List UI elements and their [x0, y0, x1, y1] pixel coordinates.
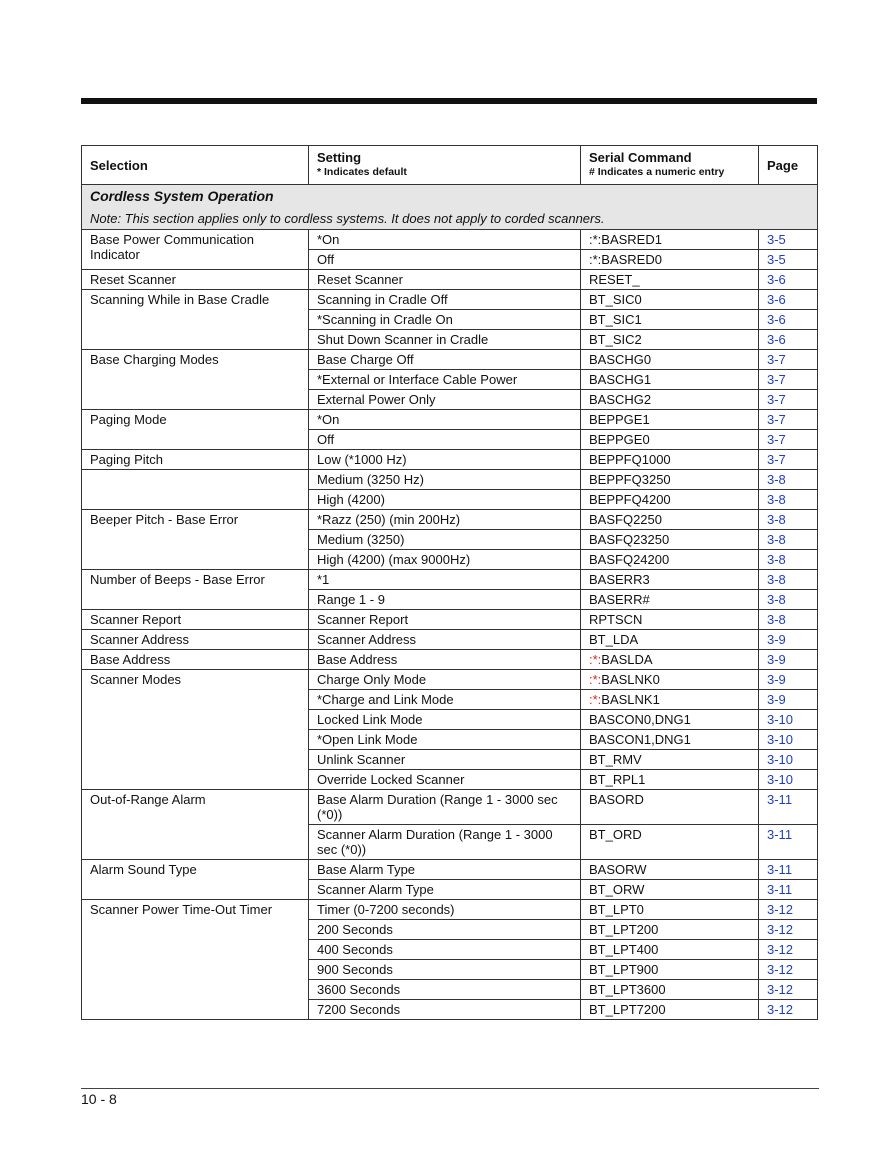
- page-cell: [759, 650, 818, 670]
- page-link[interactable]: 3-6: [767, 292, 786, 307]
- setting-cell: Scanner Alarm Type: [309, 880, 581, 900]
- setting-cell: 7200 Seconds: [309, 1000, 581, 1020]
- page-link[interactable]: 3-6: [767, 272, 786, 287]
- serial-numeric-note: # Indicates a numeric entry: [589, 166, 725, 178]
- setting-cell: Locked Link Mode: [309, 710, 581, 730]
- table-row: [82, 650, 818, 670]
- table-header-row: [82, 146, 818, 185]
- command-text: BT_SIC2: [589, 332, 642, 347]
- table-row: [82, 470, 818, 490]
- selection-cell: Base Address: [82, 650, 309, 670]
- command-prefix: :*:: [589, 692, 602, 707]
- setting-cell: External Power Only: [309, 390, 581, 410]
- command-text: BASLNK0: [601, 672, 660, 687]
- page-cell: [759, 920, 818, 940]
- page-link[interactable]: 3-10: [767, 732, 794, 747]
- serial-command-cell: [581, 310, 759, 330]
- col-header-serial-command: Serial Command # Indicates a numeric entry: [581, 146, 759, 185]
- serial-command-cell: [581, 920, 759, 940]
- page-number: 10 - 8: [81, 1091, 117, 1107]
- table-row: [82, 270, 818, 290]
- serial-command-cell: [581, 900, 759, 920]
- command-text: BT_LDA: [589, 632, 639, 647]
- table-row: [82, 570, 818, 590]
- page-cell: [759, 570, 818, 590]
- command-text: BT_SIC1: [589, 312, 642, 327]
- command-text: BASFQ23250: [589, 532, 670, 547]
- command-text: BT_LPT7200: [589, 1002, 666, 1017]
- page-link[interactable]: 3-8: [767, 532, 786, 547]
- page-cell: [759, 770, 818, 790]
- command-prefix: :*:: [589, 652, 602, 667]
- page-cell: [759, 690, 818, 710]
- setting-cell: *Charge and Link Mode: [309, 690, 581, 710]
- serial-command-cell: [581, 770, 759, 790]
- command-text: :*:BASRED0: [589, 252, 662, 267]
- setting-cell: Unlink Scanner: [309, 750, 581, 770]
- table-row: [82, 670, 818, 690]
- serial-command-cell: [581, 610, 759, 630]
- page-cell: [759, 490, 818, 510]
- serial-command-cell: [581, 450, 759, 470]
- serial-command-cell: [581, 270, 759, 290]
- serial-command-cell: [581, 490, 759, 510]
- selection-cell: Out-of-Range Alarm: [82, 790, 309, 860]
- command-text: BASCON0,DNG1: [589, 712, 691, 727]
- page-cell: [759, 710, 818, 730]
- serial-command-cell: [581, 370, 759, 390]
- page-link[interactable]: 3-10: [767, 752, 794, 767]
- serial-command-cell: [581, 330, 759, 350]
- serial-command-cell: [581, 510, 759, 530]
- setting-cell: Scanner Address: [309, 630, 581, 650]
- page-link[interactable]: 3-5: [767, 252, 786, 267]
- serial-command-table: [81, 145, 818, 1020]
- setting-cell: Off: [309, 250, 581, 270]
- serial-command-cell: [581, 630, 759, 650]
- serial-command-cell: [581, 690, 759, 710]
- setting-cell: Base Alarm Duration (Range 1 - 3000 sec (*0)): [309, 790, 581, 825]
- selection-cell: Beeper Pitch - Base Error: [82, 510, 309, 570]
- selection-cell: [82, 470, 309, 510]
- setting-cell: Medium (3250): [309, 530, 581, 550]
- page-link[interactable]: 3-12: [767, 902, 794, 917]
- page-cell: [759, 430, 818, 450]
- command-text: BASCON1,DNG1: [589, 732, 691, 747]
- selection-cell: Base Charging Modes: [82, 350, 309, 410]
- setting-cell: Reset Scanner: [309, 270, 581, 290]
- selection-cell: Scanner Report: [82, 610, 309, 630]
- serial-command-cell: [581, 430, 759, 450]
- serial-command-cell: [581, 710, 759, 730]
- command-text: :*:BASRED1: [589, 232, 662, 247]
- command-prefix: :*:: [589, 672, 602, 687]
- page-link[interactable]: 3-9: [767, 632, 786, 647]
- setting-cell: *On: [309, 410, 581, 430]
- page-cell: [759, 825, 818, 860]
- page-link[interactable]: 3-12: [767, 962, 794, 977]
- section-cell: [82, 185, 818, 230]
- page-link[interactable]: 3-11: [767, 862, 793, 877]
- setting-cell: Scanner Alarm Duration (Range 1 - 3000 sec (*0)): [309, 825, 581, 860]
- serial-command-cell: [581, 960, 759, 980]
- command-text: BT_LPT200: [589, 922, 659, 937]
- page-link[interactable]: 3-6: [767, 332, 786, 347]
- serial-command-cell: [581, 290, 759, 310]
- serial-command-cell: [581, 350, 759, 370]
- command-text: BASCHG2: [589, 392, 652, 407]
- page-cell: [759, 880, 818, 900]
- col-header-setting: Setting * Indicates default: [309, 146, 581, 185]
- command-text: BASFQ24200: [589, 552, 670, 567]
- page-link[interactable]: 3-12: [767, 982, 794, 997]
- page-cell: [759, 390, 818, 410]
- setting-cell: Timer (0-7200 seconds): [309, 900, 581, 920]
- selection-cell: Paging Pitch: [82, 450, 309, 470]
- selection-cell: Alarm Sound Type: [82, 860, 309, 900]
- serial-command-cell: [581, 250, 759, 270]
- page-link[interactable]: 3-7: [767, 372, 786, 387]
- page-cell: [759, 630, 818, 650]
- serial-command-cell: [581, 670, 759, 690]
- setting-cell: Shut Down Scanner in Cradle: [309, 330, 581, 350]
- command-text: BASCHG1: [589, 372, 652, 387]
- serial-command-cell: [581, 230, 759, 250]
- setting-default-note: * Indicates default: [317, 166, 407, 178]
- page-cell: [759, 960, 818, 980]
- serial-command-cell: [581, 880, 759, 900]
- page-link[interactable]: 3-9: [767, 672, 786, 687]
- table-row: [82, 860, 818, 880]
- table-row: [82, 290, 818, 310]
- command-text: BT_ORD: [589, 827, 642, 842]
- page-cell: [759, 330, 818, 350]
- setting-cell: 3600 Seconds: [309, 980, 581, 1000]
- setting-cell: Base Address: [309, 650, 581, 670]
- setting-cell: Scanning in Cradle Off: [309, 290, 581, 310]
- table-row: [82, 630, 818, 650]
- page-link[interactable]: 3-7: [767, 412, 786, 427]
- page-cell: [759, 230, 818, 250]
- page-link[interactable]: 3-11: [767, 792, 793, 807]
- command-text: BEPPGE0: [589, 432, 650, 447]
- setting-cell: *Open Link Mode: [309, 730, 581, 750]
- selection-cell: Paging Mode: [82, 410, 309, 450]
- page-link[interactable]: 3-8: [767, 512, 786, 527]
- page-cell: [759, 590, 818, 610]
- page-cell: [759, 250, 818, 270]
- page-cell: [759, 860, 818, 880]
- page-link[interactable]: 3-7: [767, 392, 786, 407]
- page-cell: [759, 730, 818, 750]
- command-text: BT_LPT3600: [589, 982, 666, 997]
- page-cell: [759, 450, 818, 470]
- table-row: [82, 510, 818, 530]
- page-cell: [759, 900, 818, 920]
- table-row: [82, 450, 818, 470]
- page-link[interactable]: 3-9: [767, 692, 786, 707]
- table-row: [82, 790, 818, 825]
- setting-cell: Off: [309, 430, 581, 450]
- command-text: BASERR3: [589, 572, 650, 587]
- command-text: BT_SIC0: [589, 292, 642, 307]
- serial-command-cell: [581, 980, 759, 1000]
- setting-cell: Scanner Report: [309, 610, 581, 630]
- page-cell: [759, 270, 818, 290]
- page-cell: [759, 790, 818, 825]
- serial-command-cell: [581, 790, 759, 825]
- page-cell: [759, 530, 818, 550]
- command-text: BASFQ2250: [589, 512, 662, 527]
- setting-cell: 900 Seconds: [309, 960, 581, 980]
- serial-command-cell: [581, 650, 759, 670]
- command-text: BASLDA: [601, 652, 653, 667]
- serial-command-cell: [581, 530, 759, 550]
- page-link[interactable]: 3-12: [767, 922, 794, 937]
- page-link[interactable]: 3-8: [767, 472, 786, 487]
- serial-command-cell: [581, 390, 759, 410]
- command-text: BEPPFQ4200: [589, 492, 671, 507]
- page-cell: [759, 350, 818, 370]
- setting-cell: Override Locked Scanner: [309, 770, 581, 790]
- setting-cell: Base Charge Off: [309, 350, 581, 370]
- page-cell: [759, 470, 818, 490]
- command-text: BT_RPL1: [589, 772, 646, 787]
- serial-command-cell: [581, 1000, 759, 1020]
- header-rule: [81, 98, 817, 104]
- serial-command-cell: [581, 410, 759, 430]
- selection-cell: Number of Beeps - Base Error: [82, 570, 309, 610]
- page-cell: [759, 510, 818, 530]
- command-text: BASLNK1: [601, 692, 660, 707]
- setting-cell: 400 Seconds: [309, 940, 581, 960]
- section-row: [82, 185, 818, 230]
- selection-cell: Scanner Address: [82, 630, 309, 650]
- table-row: [82, 610, 818, 630]
- page-link[interactable]: 3-12: [767, 942, 794, 957]
- table-row: [82, 410, 818, 430]
- serial-command-cell: [581, 750, 759, 770]
- page-cell: [759, 550, 818, 570]
- serial-command-cell: [581, 590, 759, 610]
- selection-cell: Scanning While in Base Cradle: [82, 290, 309, 350]
- page-link[interactable]: 3-12: [767, 1002, 794, 1017]
- command-text: BEPPFQ1000: [589, 452, 671, 467]
- command-text: BT_LPT0: [589, 902, 644, 917]
- setting-cell: Medium (3250 Hz): [309, 470, 581, 490]
- table-row: [82, 230, 818, 250]
- setting-cell: 200 Seconds: [309, 920, 581, 940]
- page-link[interactable]: 3-8: [767, 572, 786, 587]
- command-text: BASCHG0: [589, 352, 652, 367]
- serial-command-cell: [581, 470, 759, 490]
- serial-command-cell: [581, 860, 759, 880]
- page-link[interactable]: 3-7: [767, 452, 786, 467]
- page-link[interactable]: 3-11: [767, 827, 793, 842]
- page-cell: [759, 310, 818, 330]
- serial-command-cell: [581, 730, 759, 750]
- selection-cell: Base Power Communication Indicator: [82, 230, 309, 270]
- page-link[interactable]: 3-8: [767, 592, 786, 607]
- page-link[interactable]: 3-10: [767, 772, 794, 787]
- serial-command-cell: [581, 825, 759, 860]
- page-cell: [759, 940, 818, 960]
- page-cell: [759, 750, 818, 770]
- col-header-selection: Selection: [82, 146, 309, 185]
- command-text: BT_LPT400: [589, 942, 659, 957]
- command-text: BEPPGE1: [589, 412, 650, 427]
- page-link[interactable]: 3-11: [767, 882, 793, 897]
- section-note: Note: This section applies only to cordless systems. It does not apply to corded scanners.: [90, 211, 605, 226]
- command-text: BT_ORW: [589, 882, 645, 897]
- page-link[interactable]: 3-8: [767, 612, 786, 627]
- selection-cell: Scanner Power Time-Out Timer: [82, 900, 309, 1020]
- serial-command-cell: [581, 550, 759, 570]
- setting-cell: *Scanning in Cradle On: [309, 310, 581, 330]
- page-link[interactable]: 3-10: [767, 712, 794, 727]
- command-text: BASORW: [589, 862, 647, 877]
- setting-cell: Base Alarm Type: [309, 860, 581, 880]
- footer-rule: [81, 1088, 819, 1089]
- page-link[interactable]: 3-8: [767, 552, 786, 567]
- page-link[interactable]: 3-8: [767, 492, 786, 507]
- command-text: BT_LPT900: [589, 962, 659, 977]
- command-text: RPTSCN: [589, 612, 643, 627]
- page-cell: [759, 670, 818, 690]
- table-row: [82, 900, 818, 920]
- setting-cell: High (4200) (max 9000Hz): [309, 550, 581, 570]
- command-text: BASERR#: [589, 592, 650, 607]
- setting-cell: *1: [309, 570, 581, 590]
- page-cell: [759, 610, 818, 630]
- setting-cell: *On: [309, 230, 581, 250]
- setting-cell: High (4200): [309, 490, 581, 510]
- page-link[interactable]: 3-6: [767, 312, 786, 327]
- page-link[interactable]: 3-9: [767, 652, 786, 667]
- col-header-page: Page: [759, 146, 818, 185]
- page-link[interactable]: 3-5: [767, 232, 786, 247]
- setting-cell: Low (*1000 Hz): [309, 450, 581, 470]
- command-text: BT_RMV: [589, 752, 642, 767]
- table-row: [82, 350, 818, 370]
- page-link[interactable]: 3-7: [767, 432, 786, 447]
- command-text: BEPPFQ3250: [589, 472, 671, 487]
- page-cell: [759, 1000, 818, 1020]
- serial-command-cell: [581, 940, 759, 960]
- page-cell: [759, 980, 818, 1000]
- setting-cell: *External or Interface Cable Power: [309, 370, 581, 390]
- setting-cell: Charge Only Mode: [309, 670, 581, 690]
- serial-command-cell: [581, 570, 759, 590]
- page-cell: [759, 290, 818, 310]
- selection-cell: Reset Scanner: [82, 270, 309, 290]
- command-text: BASORD: [589, 792, 644, 807]
- setting-cell: Range 1 - 9: [309, 590, 581, 610]
- command-text: RESET_: [589, 272, 640, 287]
- setting-cell: *Razz (250) (min 200Hz): [309, 510, 581, 530]
- page-link[interactable]: 3-7: [767, 352, 786, 367]
- page-cell: [759, 410, 818, 430]
- page-cell: [759, 370, 818, 390]
- selection-cell: Scanner Modes: [82, 670, 309, 790]
- section-title: Cordless System Operation: [90, 188, 274, 204]
